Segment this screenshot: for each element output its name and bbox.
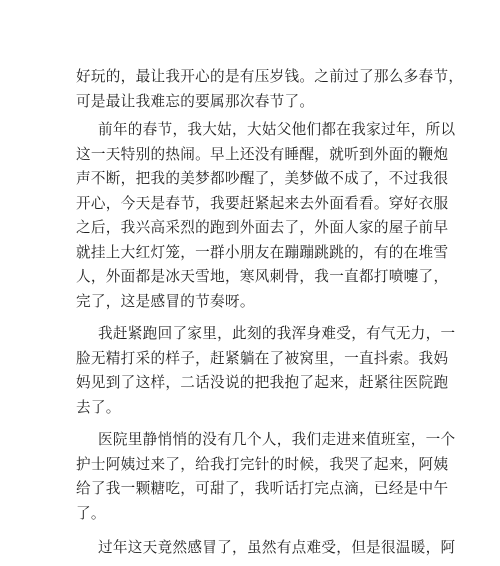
- text-line: 我赶紧跑回了家里，此刻的我浑身难受，有气无力，一: [98, 325, 456, 342]
- text-line: 人，外面都是冰天雪地，寒风刺骨，我一直都打喷嚏了，: [76, 268, 449, 285]
- paragraph-2: [76, 118, 456, 314]
- text-line: 开心，今天是春节，我要赶紧起来去外面看看。穿好衣服: [76, 194, 449, 212]
- text-line: 护士阿姨过来了，给我打完针的时候，我哭了起来，阿姨: [76, 455, 449, 473]
- paragraph-3: [76, 322, 456, 420]
- text-line: 声不断，把我的美梦都吵醒了，美梦做不成了，不过我很: [76, 170, 449, 187]
- text-line: 之后，我兴高采烈的跑到外面去了，外面人家的屋子前早: [76, 219, 449, 236]
- text-line: 这一天特别的热闹。早上还没有睡醒，就听到外面的鞭炮: [76, 145, 449, 163]
- paragraph-4: [76, 428, 456, 526]
- text-line: 医院里静悄悄的没有几个人，我们走进来值班室，一个: [98, 431, 456, 448]
- text-line: 给了我一颗糖吃，可甜了，我听话打完点滴，已经是中午: [76, 480, 449, 497]
- text-line: 前年的春节，我大姑，大姑父他们都在我家过年，所以: [98, 121, 456, 138]
- paragraph-5: [76, 536, 456, 561]
- text-line: 完了，这是感冒的节奏呀。: [76, 292, 255, 310]
- paragraph-1: [76, 65, 464, 114]
- text-line: 脸无精打采的样子，赶紧躺在了被窝里，一直抖索。我妈: [76, 349, 449, 367]
- text-line: 可是最让我难忘的要属那次春节了。: [76, 92, 315, 110]
- text-line: 过年这天竟然感冒了，虽然有点难受，但是很温暖，阿: [98, 539, 456, 556]
- text-line: 就挂上大红灯笼，一群小朋友在蹦蹦跳跳的，有的在堆雪: [76, 243, 449, 261]
- text-line: 去了。: [76, 398, 121, 416]
- text-line: 好玩的，最让我开心的是有压岁钱。之前过了那么多春节，: [76, 68, 464, 85]
- text-line: 妈见到了这样，二话没说的把我抱了起来，赶紧往医院跑: [76, 374, 449, 391]
- text-line: 了。: [76, 504, 106, 522]
